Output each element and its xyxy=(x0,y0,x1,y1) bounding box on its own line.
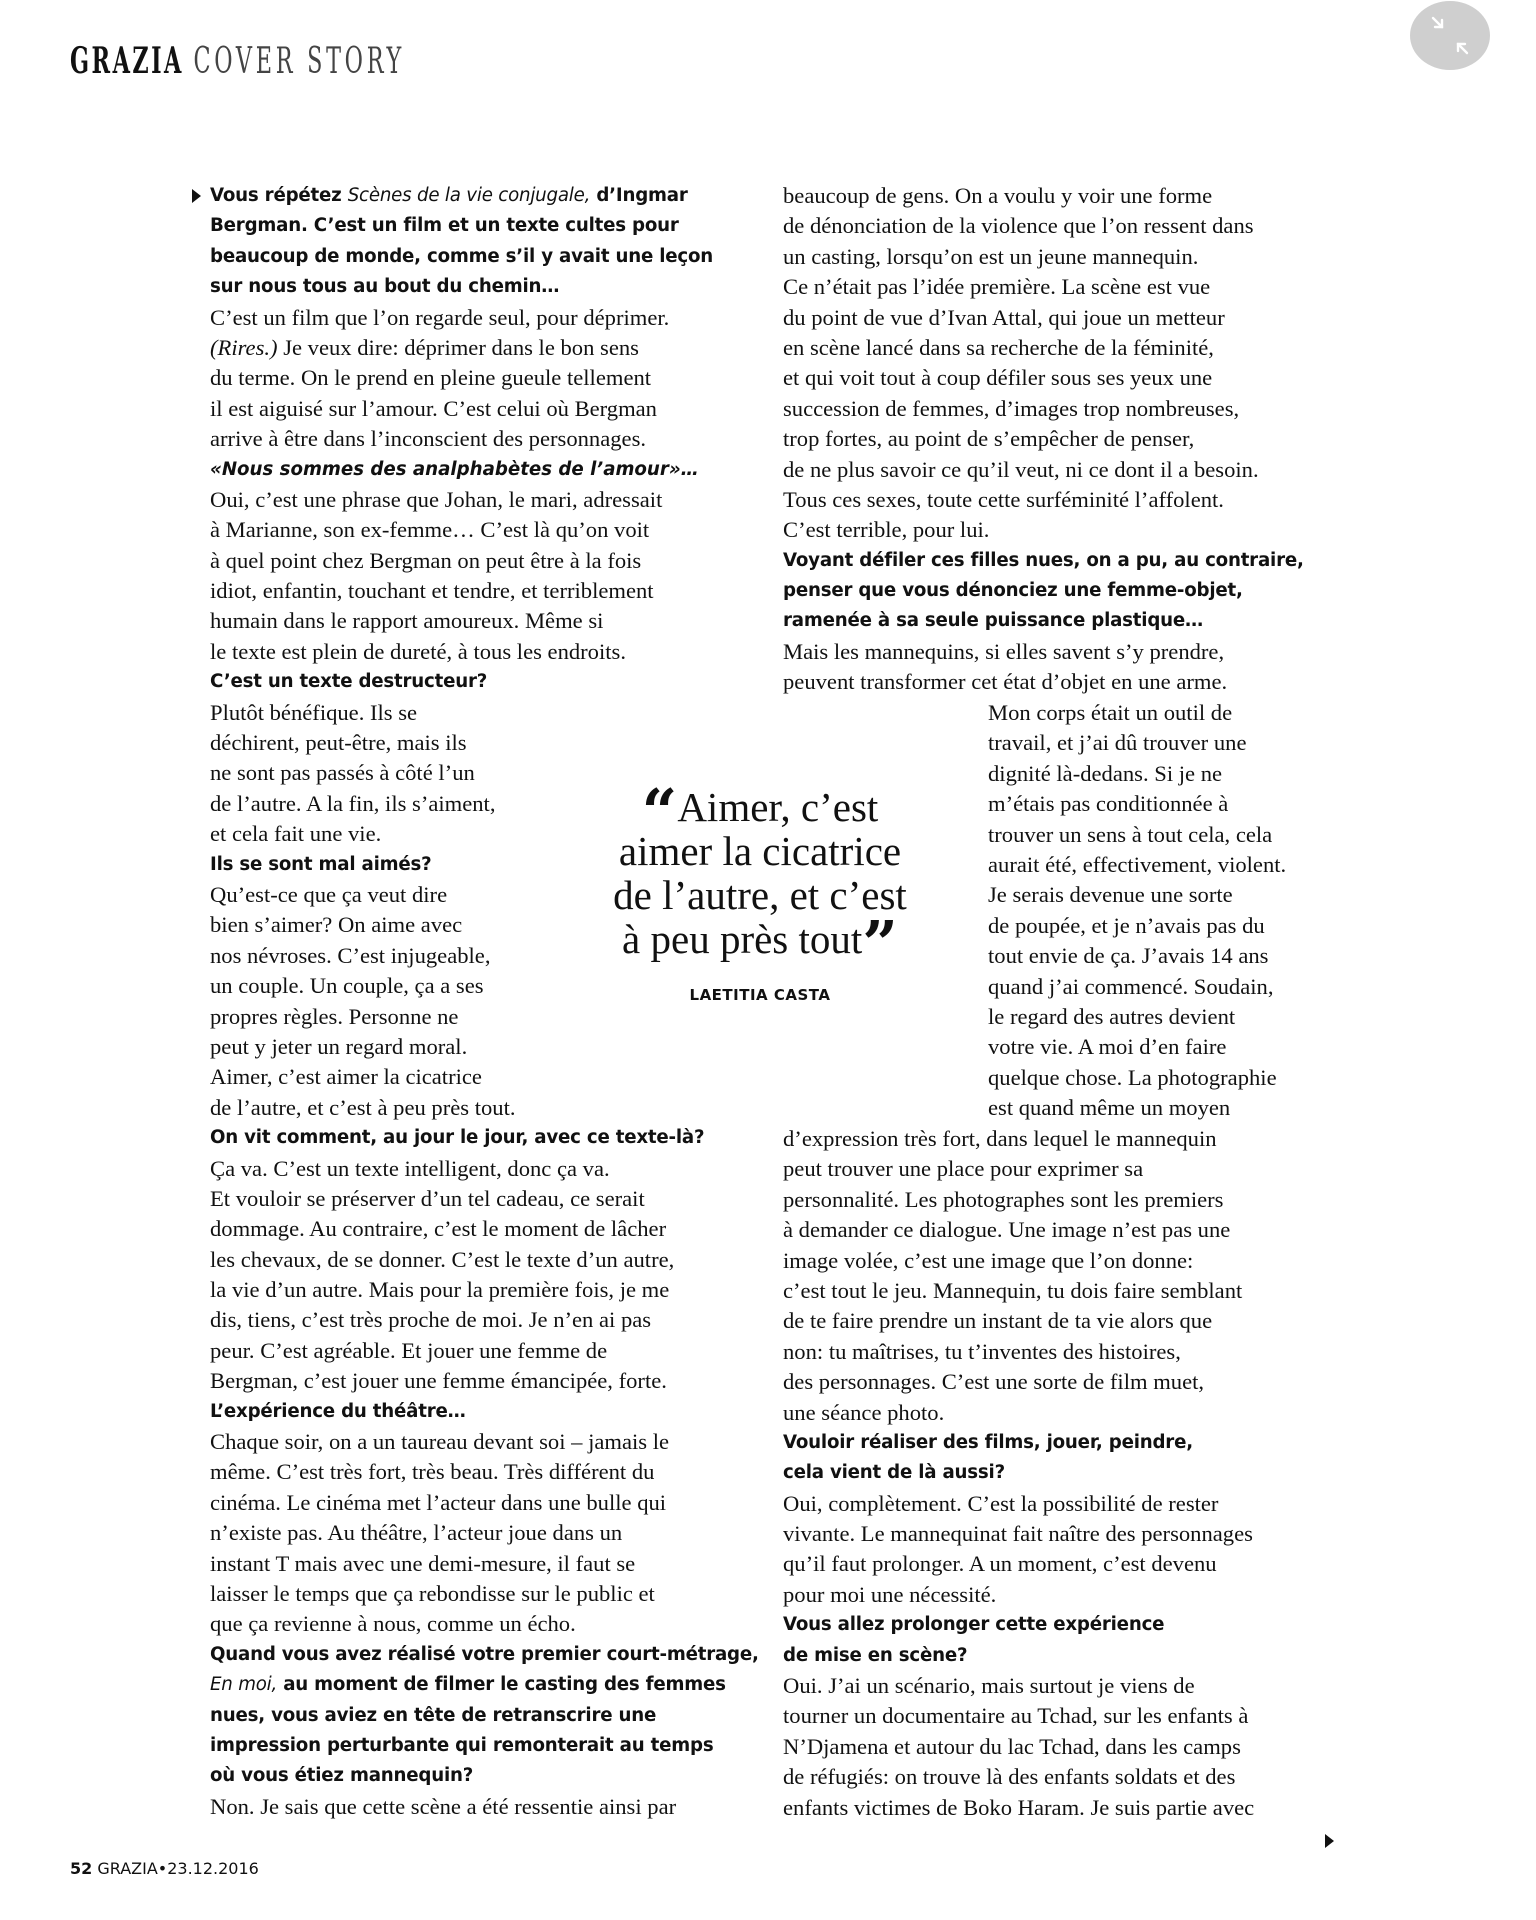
question-line: Quand vous avez réalisé votre premier court-métrage, xyxy=(210,1643,759,1665)
body-text-line: Ça va. C’est un texte intelligent, donc ça va. xyxy=(210,1155,610,1181)
body-text-line: idiot, enfantin, touchant et tendre, et terriblement xyxy=(210,578,654,604)
open-quote-mark: “ xyxy=(641,775,678,848)
body-text-line: de ne plus savoir ce qu’il veut, ni ce dont il a besoin. xyxy=(783,456,1259,482)
body-text-line: travail, et j’ai dû trouver une xyxy=(988,730,1247,756)
question-line xyxy=(210,181,750,211)
body-text-line: tout envie de ça. J’avais 14 ans xyxy=(988,943,1269,969)
body-text-line: votre vie. A moi d’en faire xyxy=(988,1034,1227,1060)
body-text-line: quand j’ai commencé. Soudain, xyxy=(988,973,1274,999)
body-text-line: Tous ces sexes, toute cette surféminité l’affolent. xyxy=(783,486,1224,512)
body-text-line: peut y jeter un regard moral. xyxy=(210,1033,468,1059)
body-text-line: Je serais devenue une sorte xyxy=(988,882,1233,908)
body-text-line: un couple. Un couple, ça a ses xyxy=(210,973,484,999)
body-text-line: dommage. Au contraire, c’est le moment de lâcher xyxy=(210,1216,667,1242)
body-text-line: Oui, c’est une phrase que Johan, le mari, adressait xyxy=(210,486,663,512)
body-text-line: aurait été, effectivement, violent. xyxy=(988,851,1287,877)
continue-marker-icon xyxy=(1325,1834,1334,1848)
pull-quote-line: à peu près tout xyxy=(622,916,863,962)
body-text-line: Aimer, c’est aimer la cicatrice xyxy=(210,1064,482,1090)
question-line: «Nous sommes des analphabètes de l’amour»… xyxy=(210,458,699,480)
body-text-line: d’expression très fort, dans lequel le mannequin xyxy=(783,1126,1217,1151)
body-text-line: instant T mais avec une demi-mesure, il faut se xyxy=(210,1550,636,1576)
body-text-line: Ce n’était pas l’idée première. La scène est vue xyxy=(783,274,1211,300)
body-text-line: vivante. Le mannequinat fait naître des personnages xyxy=(783,1521,1253,1547)
body-text-line: nos névroses. C’est injugeable, xyxy=(210,942,491,968)
magazine-header xyxy=(70,40,405,82)
question-line: Vous allez prolonger cette expérience xyxy=(783,1614,1165,1636)
header-section: COVER STORY xyxy=(193,41,405,82)
pull-quote xyxy=(560,775,960,980)
collapse-view-button[interactable] xyxy=(1410,1,1490,70)
text-run: Scènes de la vie conjugale, xyxy=(347,185,591,206)
question-line xyxy=(210,1670,750,1700)
body-text-line: Mais les mannequins, si elles savent s’y prendre, xyxy=(783,638,1225,664)
body-text-line: peur. C’est agréable. Et jouer une femme de xyxy=(210,1337,608,1363)
body-text-line: cinéma. Le cinéma met l’acteur dans une bulle qui xyxy=(210,1489,667,1515)
body-text-line: Chaque soir, on a un taureau devant soi – jamais le xyxy=(210,1429,670,1455)
body-text-line: beaucoup de gens. On a voulu y voir une forme xyxy=(783,183,1213,208)
body-text-line: personnalité. Les photographes sont les premiers xyxy=(783,1186,1224,1212)
text-run: Je veux dire: déprimer dans le bon sens xyxy=(277,334,639,360)
body-text-line: que ça revienne à nous, comme un écho. xyxy=(210,1611,576,1637)
question-line: ramenée à sa seule puissance plastique… xyxy=(783,610,1204,632)
body-text-line: Oui, complètement. C’est la possibilité de rester xyxy=(783,1490,1219,1516)
body-text-line: de poupée, et je n’avais pas du xyxy=(988,912,1265,938)
body-text-line: Mon corps était un outil de xyxy=(988,700,1233,725)
body-text-line: C’est terrible, pour lui. xyxy=(783,517,990,543)
body-text-line: qu’il faut prolonger. A un moment, c’est devenu xyxy=(783,1551,1217,1577)
body-text-line: déchirent, peut-être, mais ils xyxy=(210,730,467,756)
question-line: où vous étiez mannequin? xyxy=(210,1765,474,1787)
question-line: cela vient de là aussi? xyxy=(783,1462,1005,1484)
body-text-line: des personnages. C’est une sorte de film muet, xyxy=(783,1369,1205,1395)
body-text-line: m’étais pas conditionnée à xyxy=(988,791,1229,817)
page-footer: 52 GRAZIA•23.12.2016 xyxy=(70,1859,259,1878)
question-line: L’expérience du théâtre… xyxy=(210,1400,466,1422)
body-text-line: de l’autre. A la fin, ils s’aiment, xyxy=(210,790,496,816)
text-run: (Rires.) xyxy=(210,334,278,360)
page-number: 52 xyxy=(70,1859,93,1878)
article-column-right-wrap xyxy=(988,698,1328,1123)
body-text-line xyxy=(210,333,750,363)
question-line: de mise en scène? xyxy=(783,1644,968,1666)
body-text-line: enfants victimes de Boko Haram. Je suis partie avec xyxy=(783,1794,1255,1820)
start-marker-icon xyxy=(192,189,201,203)
text-run: En moi, xyxy=(210,1674,278,1696)
body-text-line: il est aiguisé sur l’amour. C’est celui où Bergman xyxy=(210,395,657,421)
body-text-line: dignité là-dedans. Si je ne xyxy=(988,760,1223,786)
question-line: sur nous tous au bout du chemin… xyxy=(210,276,560,298)
close-quote-mark: ” xyxy=(862,907,898,980)
body-text-line: un casting, lorsqu’on est un jeune mannequin. xyxy=(783,243,1199,269)
body-text-line: trop fortes, au point de s’empêcher de penser, xyxy=(783,426,1195,452)
question-line: beaucoup de monde, comme s’il y avait une leçon xyxy=(210,245,714,267)
pull-quote-line: aimer la cicatrice xyxy=(618,828,902,874)
pull-quote-attribution: LAETITIA CASTA xyxy=(689,986,831,1004)
body-text-line: pour moi une nécessité. xyxy=(783,1581,997,1607)
article-column-right-bottom xyxy=(783,1124,1323,1823)
body-text-line: trouver un sens à tout cela, cela xyxy=(988,821,1273,847)
pull-quote-line: de l’autre, et c’est xyxy=(613,872,907,918)
body-text-line: humain dans le rapport amoureux. Même si xyxy=(210,608,604,634)
body-text-line: Et vouloir se préserver d’un tel cadeau, ce serait xyxy=(210,1185,645,1211)
body-text-line: Bergman, c’est jouer une femme émancipée, forte. xyxy=(210,1368,667,1394)
body-text-line: n’existe pas. Au théâtre, l’acteur joue dans un xyxy=(210,1520,623,1546)
body-text-line: le regard des autres devient xyxy=(988,1003,1236,1029)
body-text-line: la vie d’un autre. Mais pour la première fois, je me xyxy=(210,1277,670,1303)
text-run: au moment de filmer le casting des femmes xyxy=(277,1674,726,1696)
body-text-line: à quel point chez Bergman on peut être à la fois xyxy=(210,547,642,573)
text-run: d’Ingmar xyxy=(590,185,688,206)
body-text-line: quelque chose. La photographie xyxy=(988,1064,1277,1090)
body-text-line: succession de femmes, d’images trop nombreuses, xyxy=(783,395,1240,421)
collapse-arrows-icon xyxy=(1410,1,1490,70)
body-text-line: Non. Je sais que cette scène a été ressentie ainsi par xyxy=(210,1793,677,1819)
header-brand: GRAZIA xyxy=(70,40,184,82)
question-line: Ils se sont mal aimés? xyxy=(210,853,432,875)
question-line: Bergman. C’est un film et un texte cultes pour xyxy=(210,215,679,237)
body-text-line: en scène lancé dans sa recherche de la féminité, xyxy=(783,334,1214,360)
body-text-line: Oui. J’ai un scénario, mais surtout je viens de xyxy=(783,1673,1195,1699)
body-text-line: de réfugiés: on trouve là des enfants soldats et des xyxy=(783,1764,1236,1790)
body-text-line: C’est un film que l’on regarde seul, pour déprimer. xyxy=(210,304,670,330)
footer-brand: GRAZIA xyxy=(97,1859,158,1878)
body-text-line: Qu’est-ce que ça veut dire xyxy=(210,881,448,907)
body-text-line: de dénonciation de la violence que l’on ressent dans xyxy=(783,213,1254,239)
body-text-line: non: tu maîtrises, tu t’inventes des histoires, xyxy=(783,1338,1181,1364)
body-text-line: laisser le temps que ça rebondisse sur le public et xyxy=(210,1580,655,1606)
body-text-line: peuvent transformer cet état d’objet en une arme. xyxy=(783,669,1228,695)
footer-date: 23.12.2016 xyxy=(167,1859,259,1878)
body-text-line: à Marianne, son ex-femme… C’est là qu’on voit xyxy=(210,517,650,543)
body-text-line: de te faire prendre un instant de ta vie alors que xyxy=(783,1308,1213,1334)
question-line: nues, vous aviez en tête de retranscrire une xyxy=(210,1704,657,1726)
body-text-line: Plutôt bénéfique. Ils se xyxy=(210,699,418,725)
body-text-line: du point de vue d’Ivan Attal, qui joue un metteur xyxy=(783,304,1225,330)
body-text-line: bien s’aimer? On aime avec xyxy=(210,912,463,938)
body-text-line: une séance photo. xyxy=(783,1399,945,1425)
body-text-line: à demander ce dialogue. Une image n’est pas une xyxy=(783,1217,1231,1243)
body-text-line: même. C’est très fort, très beau. Très différent du xyxy=(210,1459,655,1485)
body-text-line: est quand même un moyen xyxy=(988,1095,1231,1121)
question-line: Voyant défiler ces filles nues, on a pu, au contraire, xyxy=(783,549,1304,571)
body-text-line: du terme. On le prend en pleine gueule tellement xyxy=(210,365,652,391)
body-text-line: N’Djamena et autour du lac Tchad, dans les camps xyxy=(783,1733,1241,1759)
body-text-line: de l’autre, et c’est à peu près tout. xyxy=(210,1094,516,1120)
question-line: impression perturbante qui remonterait au temps xyxy=(210,1734,714,1756)
body-text-line: image volée, c’est une image que l’on donne: xyxy=(783,1247,1194,1273)
body-text-line: peut trouver une place pour exprimer sa xyxy=(783,1156,1144,1182)
body-text-line: dis, tiens, c’est très proche de moi. Je n’en ai pas xyxy=(210,1307,652,1333)
pull-quote-line: Aimer, c’est xyxy=(677,784,879,830)
body-text-line: et qui voit tout à coup défiler sous ses yeux une xyxy=(783,365,1213,391)
body-text-line: propres règles. Personne ne xyxy=(210,1003,459,1029)
question-line: penser que vous dénonciez une femme-objet, xyxy=(783,580,1243,602)
body-text-line: le texte est plein de dureté, à tous les endroits. xyxy=(210,638,626,664)
body-text-line: tourner un documentaire au Tchad, sur les enfants à xyxy=(783,1703,1249,1729)
body-text-line: ne sont pas passés à côté l’un xyxy=(210,760,475,786)
question-line: C’est un texte destructeur? xyxy=(210,671,488,693)
body-text-line: les chevaux, de se donner. C’est le texte d’un autre, xyxy=(210,1246,675,1272)
body-text-line: c’est tout le jeu. Mannequin, tu dois faire semblant xyxy=(783,1277,1243,1303)
article-column-right-top xyxy=(783,181,1323,698)
body-text-line: et cela fait une vie. xyxy=(210,821,382,847)
body-text-line: arrive à être dans l’inconscient des personnages. xyxy=(210,426,647,452)
question-line: Vouloir réaliser des films, jouer, peindre, xyxy=(783,1431,1193,1453)
text-run: Vous répétez xyxy=(210,185,348,206)
question-line: On vit comment, au jour le jour, avec ce texte-là? xyxy=(210,1127,705,1149)
